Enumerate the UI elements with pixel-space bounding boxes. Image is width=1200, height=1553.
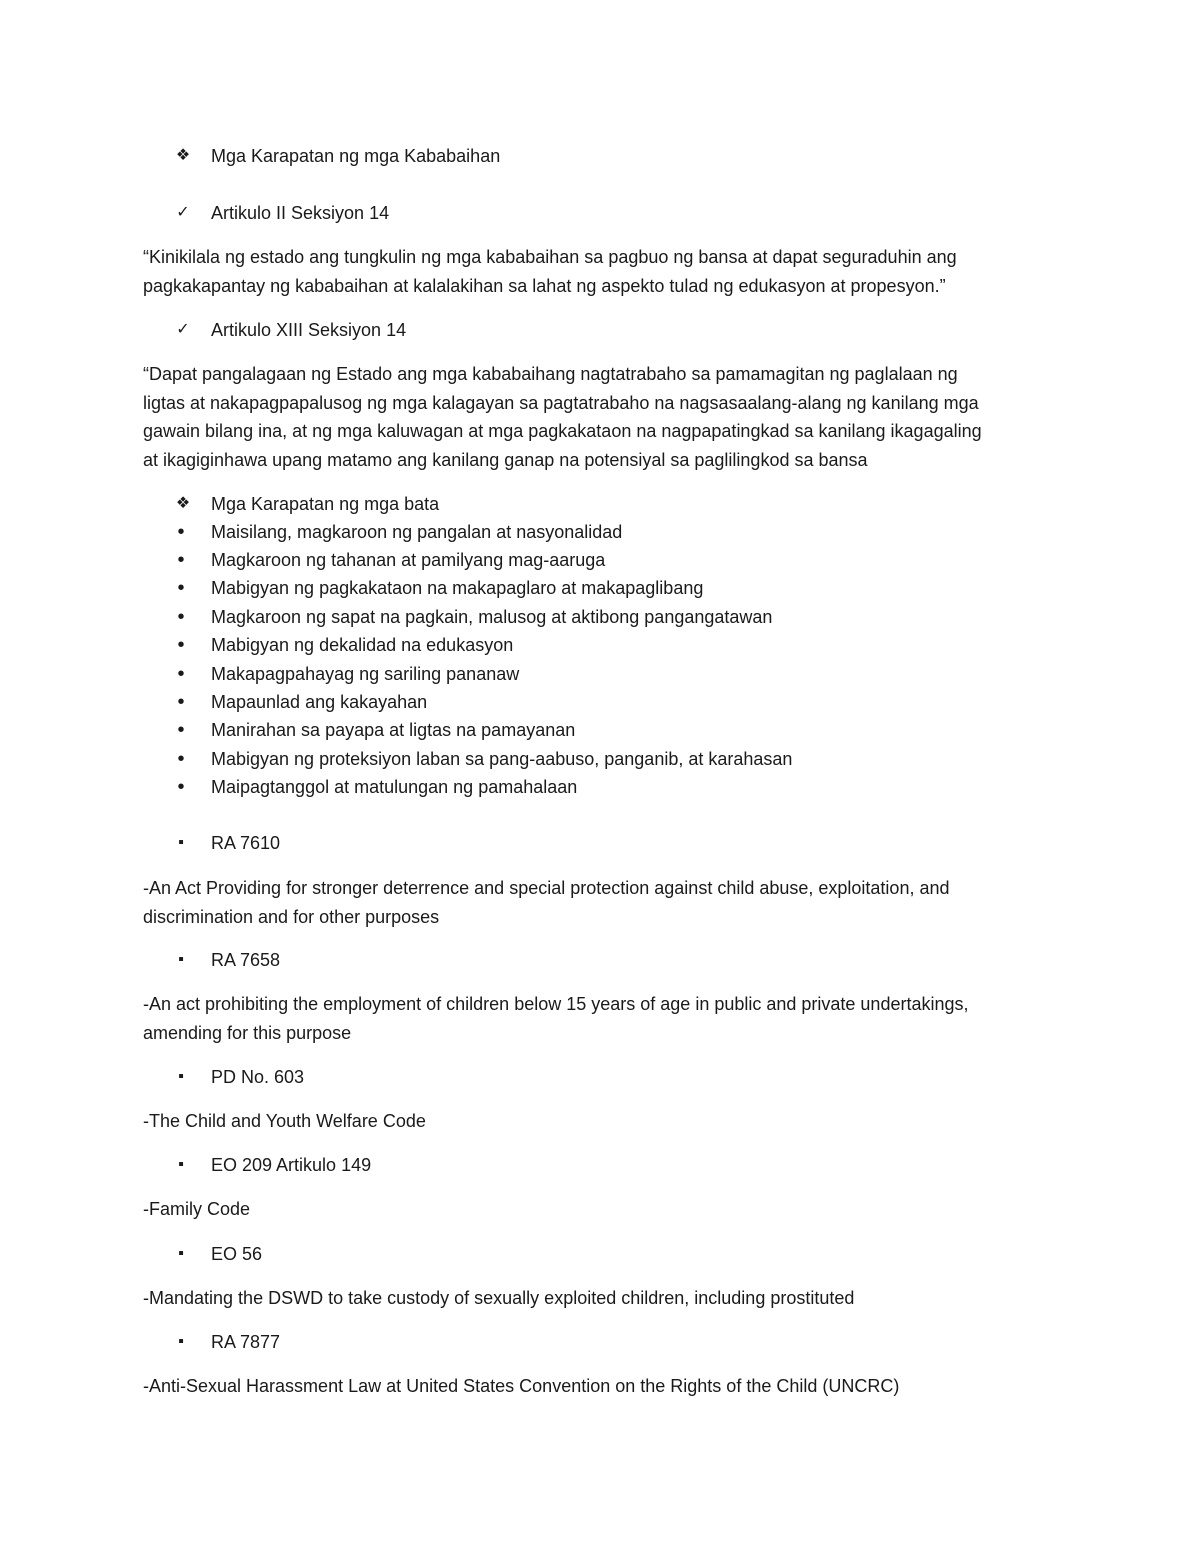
law-description-line: -Anti-Sexual Harassment Law at United States Convention on the Rights of the Child (UNCRC) bbox=[143, 1376, 900, 1396]
check-bullet-icon: ✓ bbox=[176, 204, 190, 221]
square-bullet-icon: ▪ bbox=[178, 951, 184, 968]
bullet-icon: • bbox=[177, 663, 185, 685]
list-item: Magkaroon ng sapat na pagkain, malusog at aktibong pangangatawan bbox=[211, 607, 773, 627]
law-code: EO 209 Artikulo 149 bbox=[211, 1155, 372, 1175]
list-item: Makapagpahayag ng sariling pananaw bbox=[211, 664, 520, 684]
quote-line: pagkakapantay ng kababaihan at kalalakihan sa lahat ng aspekto tulad ng edukasyon at propesyon.” bbox=[143, 275, 946, 296]
bullet-icon: • bbox=[177, 521, 185, 543]
diamond-bullet-icon: ❖ bbox=[175, 147, 191, 164]
law-description-line: -An Act Providing for stronger deterrence and special protection against child abuse, exploitation, and bbox=[143, 878, 950, 898]
law-description bbox=[143, 1107, 1073, 1136]
women-rights-heading: Mga Karapatan ng mga Kababaihan bbox=[211, 146, 501, 166]
law-description bbox=[143, 1372, 1073, 1401]
square-bullet-icon: ▪ bbox=[178, 834, 184, 851]
list-item: Mapaunlad ang kakayahan bbox=[211, 692, 428, 712]
bullet-icon: • bbox=[177, 719, 185, 741]
list-item: Mabigyan ng proteksiyon laban sa pang-aabuso, panganib, at karahasan bbox=[211, 749, 793, 769]
quote-line: ligtas at nakapagpapalusog ng mga kalagayan sa pagtatrabaho na nagsasaalang-alang ng kanilang mga bbox=[143, 392, 979, 413]
bullet-icon: • bbox=[177, 549, 185, 571]
bullet-icon: • bbox=[177, 577, 185, 599]
law-description-line: -Family Code bbox=[143, 1199, 251, 1219]
list-item: Maipagtanggol at matulungan ng pamahalaan bbox=[211, 777, 578, 797]
law-code: PD No. 603 bbox=[211, 1067, 305, 1087]
bullet-icon: • bbox=[177, 691, 185, 713]
list-item: Maisilang, magkaroon ng pangalan at nasyonalidad bbox=[211, 522, 623, 542]
section-title: Artikulo II Seksiyon 14 bbox=[211, 203, 390, 223]
law-description bbox=[143, 1195, 1073, 1224]
section-title: Artikulo XIII Seksiyon 14 bbox=[211, 320, 407, 340]
quote-line: “Kinikilala ng estado ang tungkulin ng mga kababaihan sa pagbuo ng bansa at dapat seguraduhin ang bbox=[143, 247, 957, 267]
list-item: Mabigyan ng pagkakataon na makapaglaro at makapaglibang bbox=[211, 578, 704, 598]
bullet-icon: • bbox=[177, 776, 185, 798]
law-code: RA 7658 bbox=[211, 950, 281, 970]
law-description-line: amending for this purpose bbox=[143, 1022, 352, 1043]
list-item: Magkaroon ng tahanan at pamilyang mag-aaruga bbox=[211, 550, 606, 570]
law-code: RA 7877 bbox=[211, 1332, 281, 1352]
bullet-icon: • bbox=[177, 634, 185, 656]
diamond-bullet-icon: ❖ bbox=[175, 495, 191, 512]
law-description-line: discrimination and for other purposes bbox=[143, 906, 440, 927]
square-bullet-icon: ▪ bbox=[178, 1068, 184, 1085]
list-item: Manirahan sa payapa at ligtas na pamayanan bbox=[211, 720, 576, 740]
quote-paragraph bbox=[143, 360, 1073, 474]
square-bullet-icon: ▪ bbox=[178, 1333, 184, 1350]
quote-line: at ikagiginhawa upang matamo ang kanilang ganap na potensiyal sa paglilingkod sa bansa bbox=[143, 449, 868, 470]
bullet-icon: • bbox=[177, 748, 185, 770]
law-description bbox=[143, 990, 1073, 1047]
list-item: Mabigyan ng dekalidad na edukasyon bbox=[211, 635, 514, 655]
quote-paragraph bbox=[143, 243, 1073, 300]
law-code: RA 7610 bbox=[211, 833, 281, 853]
check-bullet-icon: ✓ bbox=[176, 321, 190, 338]
law-description-line: -Mandating the DSWD to take custody of sexually exploited children, including prostituted bbox=[143, 1288, 855, 1308]
law-code: EO 56 bbox=[211, 1244, 263, 1264]
child-rights-heading: Mga Karapatan ng mga bata bbox=[211, 494, 440, 514]
square-bullet-icon: ▪ bbox=[178, 1245, 184, 1262]
law-description-line: -An act prohibiting the employment of children below 15 years of age in public and private undertakings, bbox=[143, 994, 969, 1014]
quote-line: “Dapat pangalagaan ng Estado ang mga kababaihang nagtatrabaho sa pamamagitan ng paglalaan ng bbox=[143, 364, 958, 384]
square-bullet-icon: ▪ bbox=[178, 1156, 184, 1173]
law-description-line: -The Child and Youth Welfare Code bbox=[143, 1111, 426, 1131]
quote-line: gawain bilang ina, at ng mga kaluwagan at mga pagkakataon na nagpapatingkad sa kanilang ikagagaling bbox=[143, 421, 982, 441]
bullet-icon: • bbox=[177, 606, 185, 628]
law-description bbox=[143, 874, 1073, 931]
law-description bbox=[143, 1284, 1073, 1313]
